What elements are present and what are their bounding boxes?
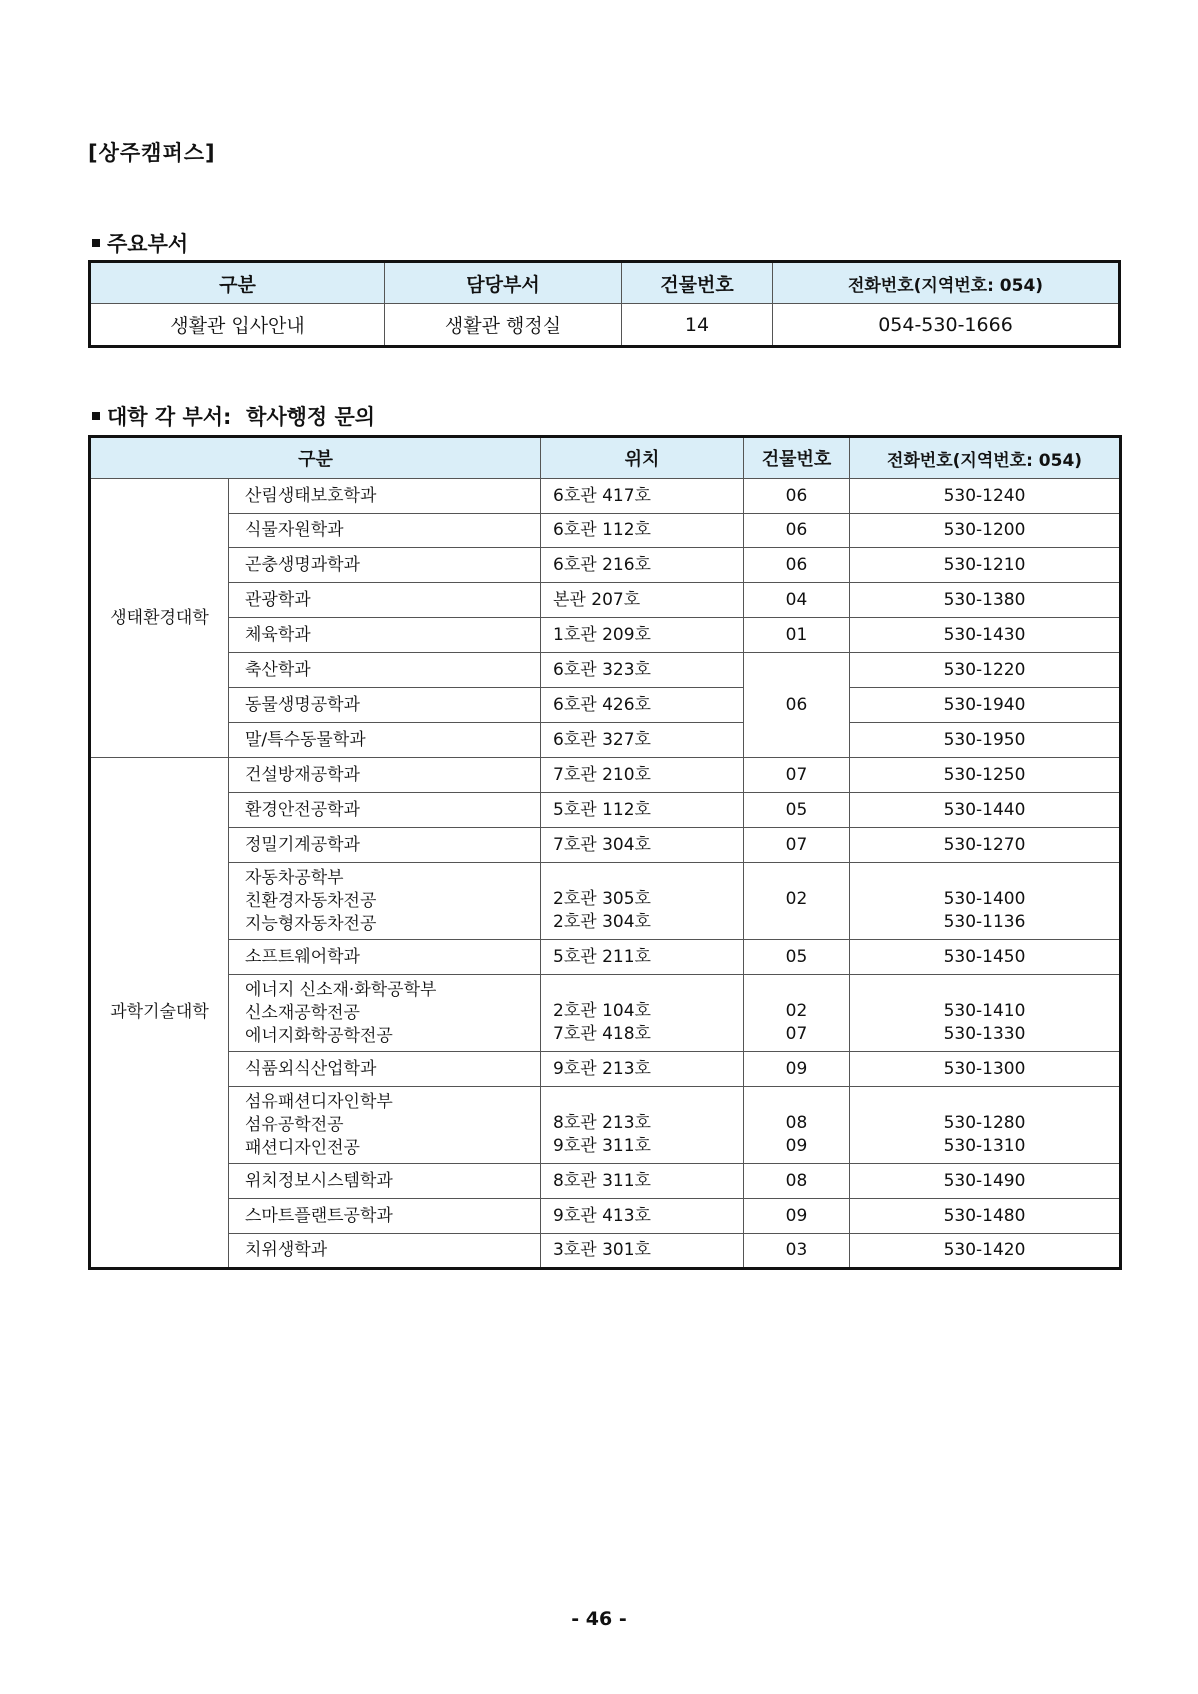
table-row <box>90 688 1121 723</box>
header-department: 담당부서 <box>385 262 622 304</box>
table-row <box>90 479 1121 514</box>
location-cell <box>541 793 744 828</box>
table-row <box>90 1052 1121 1087</box>
building-cell <box>744 1052 850 1087</box>
location-text: 5호관 211호 <box>553 946 651 967</box>
building-number: 04 <box>785 589 808 610</box>
building-cell <box>744 618 850 653</box>
phone-number: 530-1200 <box>943 520 1026 540</box>
table-row <box>90 793 1121 828</box>
location-cell <box>541 828 744 863</box>
location-text: 6호관 417호 <box>553 485 651 506</box>
phone-number: 530-1280 <box>943 1113 1026 1133</box>
department-cell <box>229 1164 541 1199</box>
location-text: 9호관 311호 <box>553 1136 651 1156</box>
table-row <box>90 1234 1121 1269</box>
college-departments-table <box>88 435 1122 1270</box>
building-number: 02 <box>785 1001 808 1021</box>
phone-number: 530-1136 <box>943 912 1026 932</box>
phone-number: 530-1300 <box>943 1058 1026 1079</box>
building-number: 06 <box>785 520 808 540</box>
department-name: 환경안전공학과 <box>245 799 360 820</box>
phone-cell <box>850 583 1121 618</box>
phone-number: 530-1950 <box>943 729 1026 750</box>
department-name: 정밀기계공학과 <box>245 834 360 855</box>
location-text: 6호관 216호 <box>553 554 651 575</box>
location-cell <box>541 1052 744 1087</box>
building-cell <box>744 940 850 975</box>
building-cell <box>744 863 850 940</box>
phone-number: 530-1250 <box>943 764 1026 785</box>
department-name: 식품외식산업학과 <box>245 1058 377 1079</box>
location-cell <box>541 618 744 653</box>
category-cell: 생활관 입사안내 <box>90 304 385 347</box>
phone-number: 530-1490 <box>943 1170 1026 1191</box>
building-cell <box>744 1164 850 1199</box>
location-cell <box>541 1164 744 1199</box>
building-number: 09 <box>785 1136 808 1156</box>
section-heading-college-departments <box>92 401 375 431</box>
phone-number: 530-1400 <box>943 889 1026 909</box>
department-name: 축산학과 <box>245 659 311 680</box>
location-cell <box>541 863 744 940</box>
location-text: 8호관 311호 <box>553 1170 651 1191</box>
building-number: 03 <box>785 1240 808 1260</box>
department-cell <box>229 653 541 688</box>
table-row <box>90 1199 1121 1234</box>
location-text: 6호관 112호 <box>553 520 651 540</box>
phone-number: 530-1330 <box>943 1024 1026 1044</box>
phone-cell <box>850 1199 1121 1234</box>
location-cell <box>541 1087 744 1164</box>
building-number: 01 <box>785 624 808 645</box>
phone-cell <box>850 548 1121 583</box>
header-category: 구분 <box>90 437 541 479</box>
location-text: 8호관 213호 <box>553 1113 651 1133</box>
table-body <box>90 479 1121 1269</box>
department-cell <box>229 618 541 653</box>
building-number: 06 <box>785 694 808 715</box>
department-cell <box>229 863 541 940</box>
table-row <box>90 723 1121 758</box>
college-cell: 생태환경대학 <box>90 479 229 758</box>
building-number: 07 <box>785 1024 808 1044</box>
phone-cell <box>850 653 1121 688</box>
department-name: 자동차공학부 <box>245 867 344 888</box>
header-building: 건물번호 <box>744 437 850 479</box>
section-title: 주요부서 <box>107 232 189 256</box>
square-bullet-icon <box>92 239 100 247</box>
table-row <box>90 1087 1121 1164</box>
department-name: 에너지 신소재·화학공학부 <box>245 979 437 1000</box>
location-cell <box>541 688 744 723</box>
building-cell: 14 <box>622 304 773 347</box>
department-name: 산림생태보호학과 <box>245 485 377 506</box>
building-number: 07 <box>785 834 808 855</box>
phone-cell <box>850 723 1121 758</box>
table-row <box>90 975 1121 1052</box>
building-cell <box>744 583 850 618</box>
phone-cell <box>850 758 1121 793</box>
phone-cell <box>850 1052 1121 1087</box>
spacer <box>744 911 849 934</box>
department-name: 위치정보시스템학과 <box>245 1170 393 1191</box>
building-cell <box>744 514 850 548</box>
phone-cell <box>850 1164 1121 1199</box>
location-cell <box>541 1199 744 1234</box>
table-row <box>90 940 1121 975</box>
location-cell <box>541 1234 744 1269</box>
phone-cell <box>850 479 1121 514</box>
location-cell <box>541 583 744 618</box>
phone-number: 530-1440 <box>943 799 1026 820</box>
location-cell <box>541 653 744 688</box>
building-cell <box>744 653 850 758</box>
department-cell <box>229 975 541 1052</box>
department-cell <box>229 1087 541 1164</box>
phone-number: 530-1450 <box>943 946 1026 967</box>
department-name: 스마트플랜트공학과 <box>245 1205 393 1226</box>
location-cell <box>541 940 744 975</box>
header-category: 구분 <box>90 262 385 304</box>
section-title: 대학 각 부서: 학사행정 문의 <box>107 405 376 429</box>
location-cell <box>541 479 744 514</box>
main-departments-table <box>88 260 1121 348</box>
building-number: 09 <box>785 1058 808 1079</box>
header-location: 위치 <box>541 437 744 479</box>
building-cell <box>744 548 850 583</box>
location-text: 1호관 209호 <box>553 624 651 645</box>
building-cell <box>744 1234 850 1269</box>
table-row <box>90 583 1121 618</box>
building-cell <box>744 1087 850 1164</box>
location-text: 7호관 210호 <box>553 764 651 785</box>
table-row <box>90 863 1121 940</box>
phone-number: 530-1210 <box>943 554 1026 575</box>
building-cell <box>744 758 850 793</box>
building-number: 02 <box>785 889 808 909</box>
department-cell <box>229 1052 541 1087</box>
location-text: 6호관 323호 <box>553 659 651 680</box>
department-name: 신소재공학전공 <box>245 1002 360 1023</box>
department-cell <box>229 583 541 618</box>
location-cell <box>541 548 744 583</box>
location-text: 2호관 304호 <box>553 912 651 932</box>
department-name: 패션디자인전공 <box>245 1137 360 1158</box>
campus-title: [상주캠퍼스] <box>88 141 216 165</box>
department-name: 식물자원학과 <box>245 520 344 540</box>
location-text: 6호관 327호 <box>553 729 651 750</box>
table-row <box>90 548 1121 583</box>
location-cell <box>541 758 744 793</box>
department-name: 동물생명공학과 <box>245 694 360 715</box>
phone-cell <box>850 940 1121 975</box>
phone-cell <box>850 793 1121 828</box>
phone-cell <box>850 828 1121 863</box>
department-cell <box>229 479 541 514</box>
section-heading-main-departments <box>92 228 188 258</box>
header-phone: 전화번호(지역번호: 054) <box>850 437 1121 479</box>
department-cell <box>229 793 541 828</box>
department-cell <box>229 1199 541 1234</box>
department-cell <box>229 940 541 975</box>
location-text: 6호관 426호 <box>553 694 651 715</box>
location-text: 5호관 112호 <box>553 799 651 820</box>
department-cell <box>229 688 541 723</box>
department-name: 체육학과 <box>245 624 311 645</box>
department-name: 건설방재공학과 <box>245 764 360 785</box>
building-number: 08 <box>785 1170 808 1191</box>
table-header-row <box>90 437 1121 479</box>
building-number: 08 <box>785 1113 808 1133</box>
phone-number: 530-1310 <box>943 1136 1026 1156</box>
building-cell <box>744 975 850 1052</box>
building-number: 06 <box>785 554 808 575</box>
department-cell <box>229 1234 541 1269</box>
table-row <box>90 653 1121 688</box>
location-cell <box>541 723 744 758</box>
location-text: 7호관 304호 <box>553 834 651 855</box>
location-text: 본관 207호 <box>553 589 641 610</box>
department-cell <box>229 514 541 548</box>
department-cell: 생활관 행정실 <box>385 304 622 347</box>
department-name: 소프트웨어학과 <box>245 946 360 967</box>
building-cell <box>744 1199 850 1234</box>
location-cell <box>541 514 744 548</box>
page-number: - 46 - <box>571 1608 627 1630</box>
table-row <box>90 758 1121 793</box>
department-name: 섬유패션디자인학부 <box>245 1091 393 1112</box>
department-cell <box>229 548 541 583</box>
building-number: 05 <box>785 946 808 967</box>
phone-cell <box>850 863 1121 940</box>
department-name: 친환경자동차전공 <box>245 890 377 911</box>
phone-cell <box>850 975 1121 1052</box>
phone-number: 530-1220 <box>943 659 1026 680</box>
location-text: 2호관 305호 <box>553 889 651 909</box>
phone-cell <box>850 514 1121 548</box>
building-number: 07 <box>785 764 808 785</box>
phone-number: 530-1270 <box>943 834 1026 855</box>
department-cell <box>229 723 541 758</box>
square-bullet-icon <box>92 412 100 420</box>
department-cell <box>229 828 541 863</box>
phone-number: 530-1940 <box>943 694 1026 715</box>
building-cell <box>744 828 850 863</box>
department-name: 곤충생명과학과 <box>245 554 360 575</box>
phone-cell: 054-530-1666 <box>773 304 1120 347</box>
department-name: 지능형자동차전공 <box>245 913 377 934</box>
department-name: 관광학과 <box>245 589 311 610</box>
building-cell <box>744 793 850 828</box>
table-row <box>90 304 1120 347</box>
location-text: 7호관 418호 <box>553 1024 651 1044</box>
phone-number: 530-1420 <box>943 1240 1026 1260</box>
building-cell <box>744 479 850 514</box>
phone-number: 530-1480 <box>943 1205 1026 1226</box>
header-phone: 전화번호(지역번호: 054) <box>773 262 1120 304</box>
phone-number: 530-1240 <box>943 485 1026 506</box>
header-building: 건물번호 <box>622 262 773 304</box>
phone-number: 530-1410 <box>943 1001 1026 1021</box>
location-text: 3호관 301호 <box>553 1240 651 1260</box>
table-row <box>90 1164 1121 1199</box>
location-text: 9호관 213호 <box>553 1058 651 1079</box>
building-number: 09 <box>785 1205 808 1226</box>
table-row <box>90 514 1121 548</box>
department-name: 섬유공학전공 <box>245 1114 344 1135</box>
phone-number: 530-1430 <box>943 624 1026 645</box>
table-header-row <box>90 262 1120 304</box>
phone-cell <box>850 1234 1121 1269</box>
building-number: 06 <box>785 485 808 506</box>
location-cell <box>541 975 744 1052</box>
department-name: 치위생학과 <box>245 1240 328 1260</box>
phone-cell <box>850 618 1121 653</box>
table-row <box>90 618 1121 653</box>
table-row <box>90 828 1121 863</box>
phone-cell <box>850 688 1121 723</box>
location-text: 9호관 413호 <box>553 1205 651 1226</box>
department-name: 말/특수동물학과 <box>245 729 366 750</box>
phone-number: 530-1380 <box>943 589 1026 610</box>
building-number: 05 <box>785 799 808 820</box>
college-cell: 과학기술대학 <box>90 758 229 1269</box>
phone-cell <box>850 1087 1121 1164</box>
department-name: 에너지화학공학전공 <box>245 1025 393 1046</box>
location-text: 2호관 104호 <box>553 1001 651 1021</box>
department-cell <box>229 758 541 793</box>
